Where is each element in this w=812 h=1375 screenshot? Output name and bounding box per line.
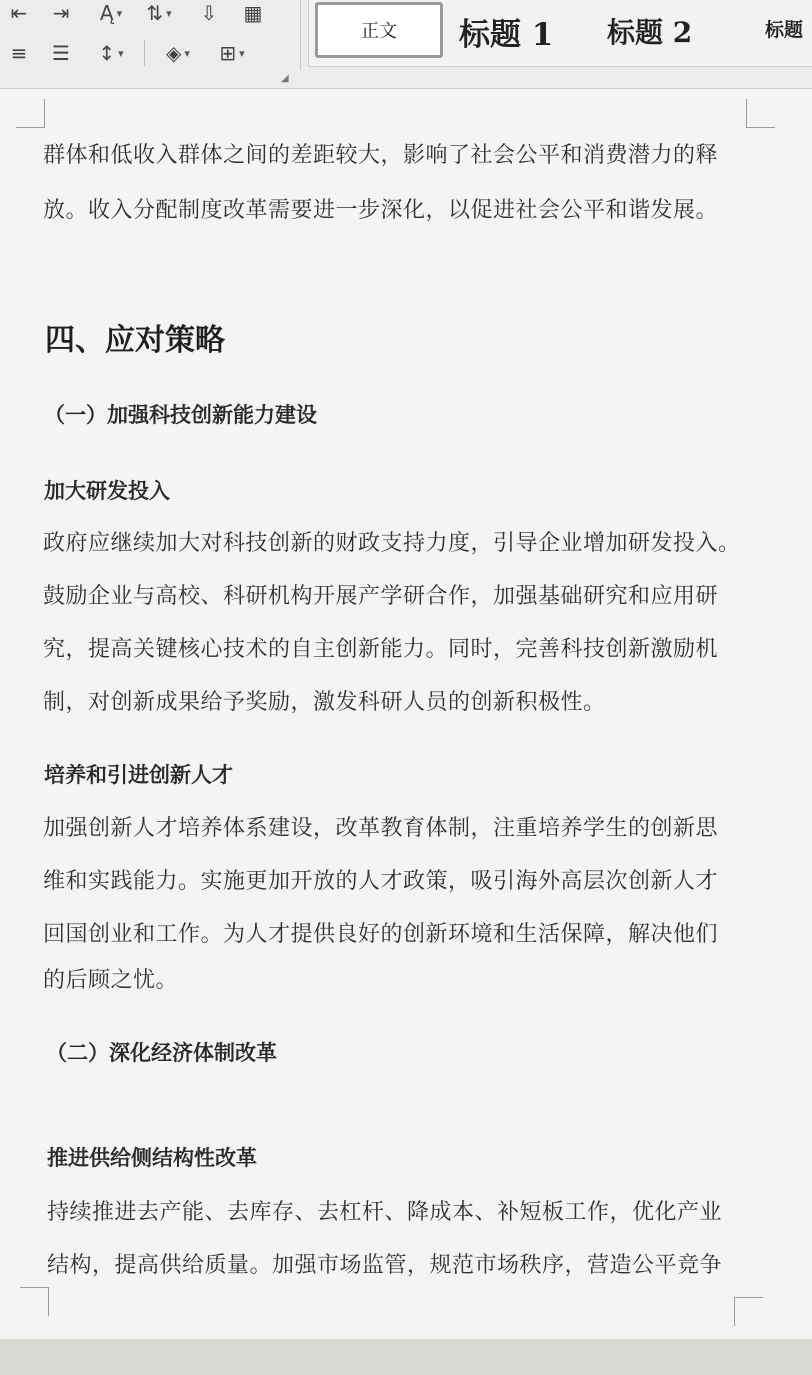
text-direction-icon: Ą (99, 1, 114, 25)
subsection-heading: （二）深化经济体制改革 (46, 1041, 277, 1065)
chevron-down-icon: ▾ (166, 6, 172, 20)
page-corner-mark (734, 1297, 763, 1326)
body-text-line: 政府应继续加大对科技创新的财政支持力度，引导企业增加研发投入。 (43, 531, 741, 556)
body-text-line: 持续推进去产能、去库存、去杠杆、降成本、补短板工作，优化产业 (47, 1200, 723, 1225)
body-text-line: 结构，提高供给质量。加强市场监管，规范市场秩序，营造公平竞争 (47, 1253, 723, 1278)
table-grid-icon[interactable]: ▦ (243, 1, 263, 25)
chevron-down-icon: ▾ (118, 46, 124, 60)
shading-icon: ◈ (166, 41, 182, 65)
body-text-line: 放。收入分配制度改革需要进一步深化，以促进社会公平和谐发展。 (43, 198, 719, 223)
chinese-layout-icon[interactable]: ⇩ (200, 1, 218, 25)
chevron-down-icon: ▾ (184, 46, 190, 60)
line-spacing-button[interactable] (90, 40, 132, 66)
line-spacing-icon: ↕ (98, 41, 116, 65)
borders-icon: ⊞ (219, 41, 237, 65)
style-heading-1[interactable]: 标题 1 (459, 16, 554, 53)
section-heading: 四、应对策略 (45, 323, 225, 358)
body-text-line: 加强创新人才培养体系建设，改革教育体制，注重培养学生的创新思 (43, 816, 719, 841)
body-text-line: 群体和低收入群体之间的差距较大，影响了社会公平和消费潜力的释 (43, 143, 719, 168)
chevron-down-icon: ▾ (116, 6, 123, 20)
body-text-line: 回国创业和工作。为人才提供良好的创新环境和生活保障，解决他们 (43, 922, 719, 947)
page-corner-mark (20, 1287, 49, 1316)
sort-button[interactable] (138, 0, 180, 26)
body-text-line: 究，提高关键核心技术的自主创新能力。同时，完善科技创新激励机 (43, 637, 719, 662)
paragraph-heading: 加大研发投入 (44, 479, 170, 503)
ribbon-toolbar (0, 0, 812, 89)
shading-button[interactable] (157, 40, 199, 66)
ribbon-divider (300, 0, 301, 70)
text-direction-button[interactable] (90, 0, 132, 26)
body-text-line: 鼓励企业与高校、科研机构开展产学研合作，加强基础研究和应用研 (43, 584, 719, 609)
increase-indent-icon[interactable]: ⇥ (52, 1, 70, 25)
paragraph-dialog-launcher-icon[interactable]: ◢ (281, 73, 289, 84)
decrease-indent-icon[interactable]: ⇤ (10, 1, 28, 25)
paragraph-heading: 推进供给侧结构性改革 (47, 1146, 257, 1170)
ribbon-row-2 (0, 38, 253, 68)
subsection-heading: （一）加强科技创新能力建设 (44, 403, 317, 427)
distributed-align-icon[interactable]: ☰ (52, 41, 70, 65)
toolbar-separator (144, 40, 145, 66)
chevron-down-icon: ▾ (239, 46, 245, 60)
body-text-line: 制，对创新成果给予奖励，激发科研人员的创新积极性。 (43, 690, 606, 715)
page-gap (0, 1339, 812, 1375)
styles-gallery (308, 0, 812, 67)
style-heading-3[interactable]: 标题 (765, 18, 804, 41)
body-text-line: 的后顾之忧。 (43, 968, 179, 993)
borders-button[interactable] (211, 40, 253, 66)
align-justify-icon[interactable]: ≡ (10, 41, 28, 65)
document-page[interactable] (0, 89, 812, 1339)
page-corner-mark (16, 99, 45, 128)
style-normal[interactable]: 正文 (315, 2, 443, 58)
paragraph-heading: 培养和引进创新人才 (44, 763, 233, 787)
ribbon-row-1 (0, 0, 268, 28)
page-corner-mark (746, 99, 775, 128)
body-text-line: 维和实践能力。实施更加开放的人才政策，吸引海外高层次创新人才 (43, 869, 719, 894)
style-heading-2[interactable]: 标题 2 (607, 16, 693, 49)
sort-icon: ⇅ (146, 1, 164, 25)
